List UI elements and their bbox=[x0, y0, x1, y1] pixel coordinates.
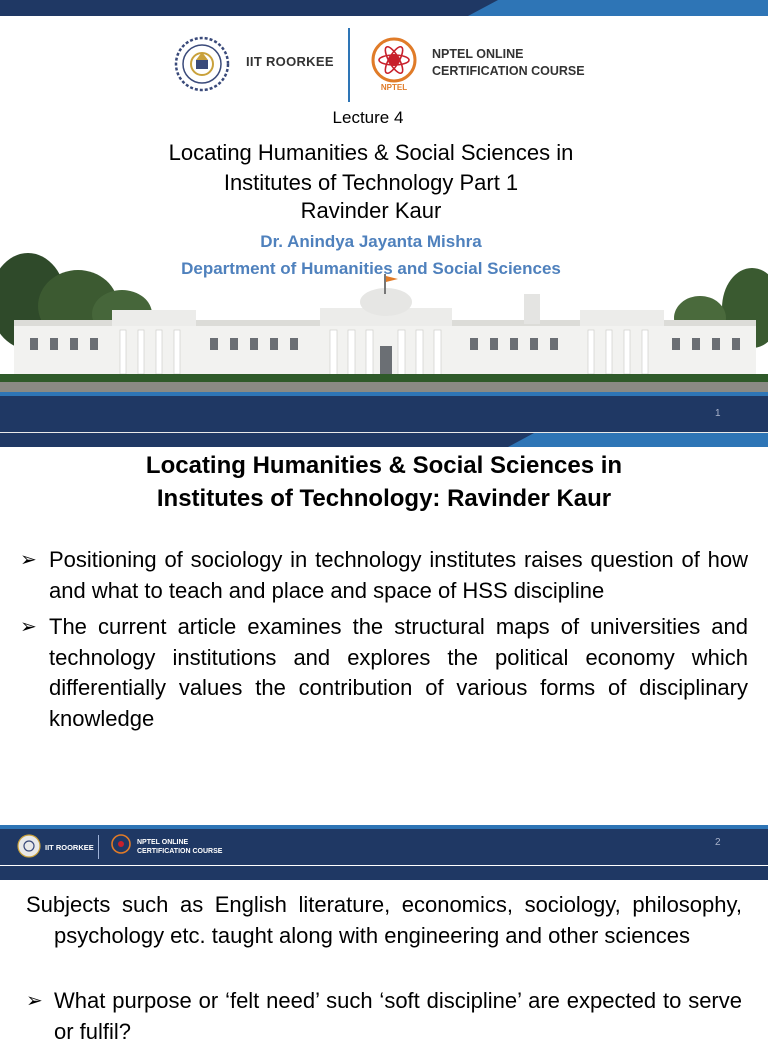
bullet-text: What purpose or ‘felt need’ such ‘soft discipline’ are expected to serve or fulfil? bbox=[54, 988, 742, 1044]
footer-nptel-label bbox=[137, 838, 222, 856]
footer-divider bbox=[98, 835, 99, 859]
nptel-line-2: CERTIFICATION COURSE bbox=[432, 64, 585, 78]
list-item bbox=[26, 986, 742, 1047]
footer-banner bbox=[0, 825, 768, 865]
top-banner bbox=[0, 0, 768, 16]
list-item bbox=[20, 545, 748, 606]
slide-2 bbox=[0, 433, 768, 865]
iit-roorkee-label: IIT ROORKEE bbox=[246, 54, 334, 69]
title-line-1: Locating Humanities & Social Sciences in bbox=[168, 140, 574, 165]
arrow-bullet-icon: ➢ bbox=[20, 549, 37, 571]
list-item bbox=[20, 612, 748, 734]
bottom-banner bbox=[0, 392, 768, 432]
footer-nptel-line-2: CERTIFICATION COURSE bbox=[137, 848, 223, 855]
lecture-number: Lecture 4 bbox=[332, 108, 404, 127]
top-banner-accent bbox=[508, 433, 768, 447]
logo-divider bbox=[348, 28, 350, 102]
title-line-2: Institutes of Technology Part 1 bbox=[223, 170, 519, 195]
slide-1-title bbox=[60, 138, 682, 198]
bullet-list bbox=[20, 545, 748, 740]
bullet-text: The current article examines the structural maps of universities and technology institutions and explores the political economy which differentially values the contribution of various forms of disciplinary knowledge bbox=[49, 614, 748, 731]
slide-2-title bbox=[40, 449, 728, 515]
top-banner-accent bbox=[468, 0, 768, 16]
iit-roorkee-seal-icon bbox=[174, 36, 230, 92]
footer-stripe bbox=[0, 825, 768, 829]
nptel-logo-icon bbox=[110, 833, 132, 859]
page-number: 2 bbox=[715, 837, 721, 848]
paragraph-text: Subjects such as English literature, economics, sociology, philosophy, psychology etc. taught along with engineering and other sciences bbox=[26, 892, 742, 948]
department-name: Department of Humanities and Social Sciences bbox=[181, 259, 561, 278]
nptel-logo-icon bbox=[368, 36, 420, 92]
iit-roorkee-seal-icon bbox=[17, 834, 41, 858]
footer-iit-label: IIT ROORKEE bbox=[45, 843, 94, 852]
nptel-line-1: NPTEL ONLINE bbox=[432, 47, 524, 61]
footer-nptel-line-1: NPTEL ONLINE bbox=[137, 839, 189, 846]
arrow-bullet-icon: ➢ bbox=[26, 990, 43, 1012]
arrow-bullet-icon: ➢ bbox=[20, 616, 37, 638]
nptel-course-label bbox=[432, 46, 585, 80]
nptel-badge-label: NPTEL bbox=[380, 83, 408, 92]
top-banner bbox=[0, 433, 768, 447]
title-line-1: Locating Humanities & Social Sciences in bbox=[145, 452, 623, 479]
presenter-name: Dr. Anindya Jayanta Mishra bbox=[260, 232, 482, 251]
slide-1 bbox=[0, 0, 768, 432]
article-author: Ravinder Kaur bbox=[300, 198, 442, 223]
bottom-banner-stripe bbox=[0, 392, 768, 396]
slide-3-paragraph bbox=[26, 890, 742, 951]
bullet-text: Positioning of sociology in technology institutes raises question of how and what to teach and place and space of HSS discipline bbox=[49, 547, 748, 603]
title-line-2: Institutes of Technology: Ravinder Kaur bbox=[156, 485, 612, 512]
slide-3 bbox=[0, 866, 768, 1044]
page-number: 1 bbox=[715, 408, 721, 419]
